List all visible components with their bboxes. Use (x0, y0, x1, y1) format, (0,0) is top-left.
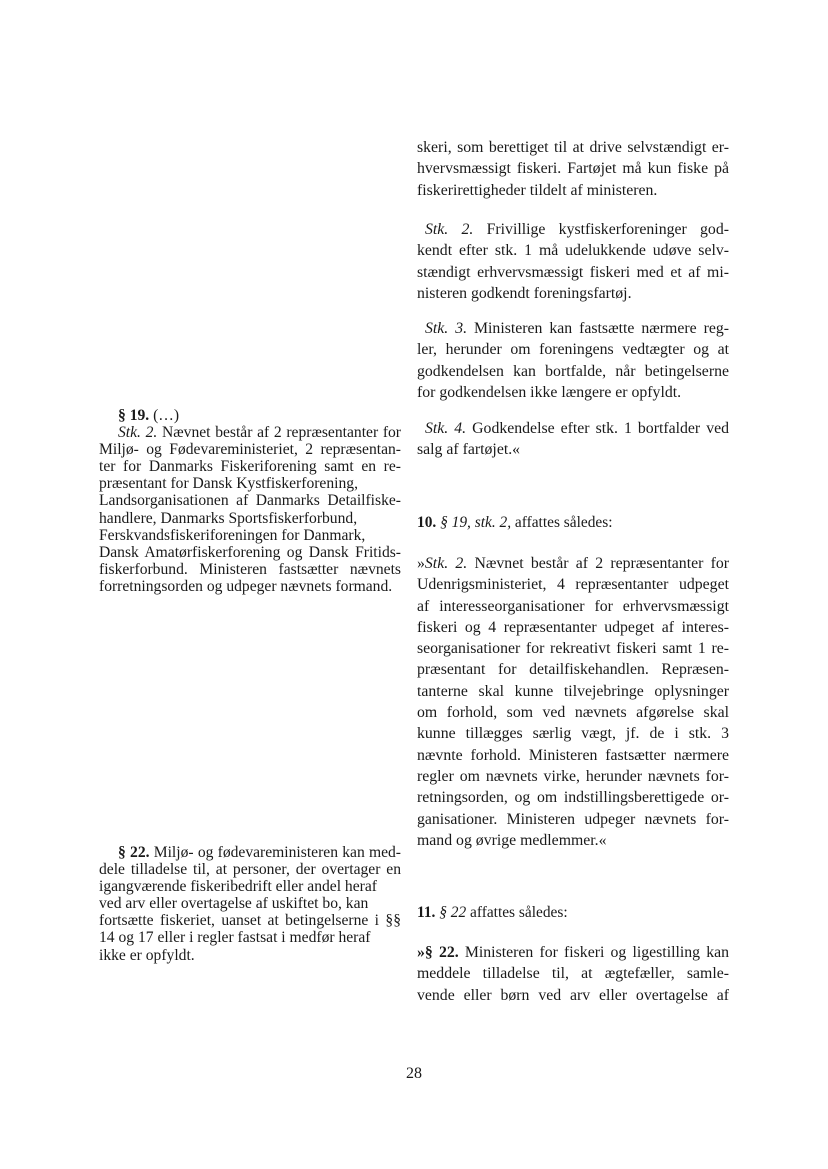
text-line: fiskeri og 4 repræsentanter udpeget af interes- (417, 618, 729, 636)
section-sign: »§ 22. (417, 944, 459, 961)
text-line: skeri, som berettiget til at drive selvstændigt er- (417, 139, 729, 156)
text-line: handlere, Danmarks Sportsfiskerforbund, (99, 509, 358, 527)
text-line: af interesseorganisationer for erhvervsmæssigt (417, 597, 729, 615)
text-line: ganisationer. Ministeren udpeger nævnets for- (417, 810, 729, 828)
stk4-first-line: Stk. 4. Godkendelse efter stk. 1 bortfalder ved (425, 420, 730, 437)
s19-heading: § 19. (…) (118, 407, 180, 424)
stk4-paragraph (417, 418, 729, 461)
text-line: fiskerforbund. Ministeren fastsætter nævnets (99, 560, 401, 578)
text-line: retningsorden, og om indstillingsberettigede or- (417, 789, 729, 807)
stk3-first-line: Stk. 3. Ministeren kan fastsætte nærmere reg- (425, 320, 729, 337)
continuation-paragraph (417, 137, 729, 201)
stk-label: Stk. 3. (425, 320, 468, 337)
page-number: 28 (406, 1065, 422, 1082)
stk-label: Stk. 2. (118, 424, 158, 442)
section-sign: § 19. (118, 407, 150, 424)
new-s22-text (417, 942, 729, 1006)
text-line: 14 og 17 eller i regler fastsat i medfør heraf (99, 929, 371, 947)
text-line: præsentant for detailfiskehandlen. Repræsen- (417, 661, 729, 679)
text-line: Landsorganisationen af Danmarks Detailfiske- (99, 492, 401, 510)
text-line: meddele tilladelse til, at ægtefæller, samle- (417, 965, 729, 983)
amendment-number: 10. (417, 514, 437, 531)
new-s19-first-line: »Stk. 2. Nævnet består af 2 repræsentanter for (417, 555, 729, 572)
text-line: tanterne skal kunne tilvejebringe oplysninger (417, 682, 729, 700)
text-line: ikke er opfyldt. (99, 946, 195, 964)
new-s22-first-line: »§ 22. Ministeren for fiskeri og ligestilling kan (417, 944, 730, 961)
text-line: forretningsorden og udpeger nævnets formand. (99, 577, 393, 595)
section-sign: § 22. (118, 844, 150, 861)
stk2-paragraph (417, 219, 729, 304)
stk-label: Stk. 4. (425, 420, 467, 437)
text-line: nisteren godkendt foreningsfartøj. (417, 284, 632, 302)
stk-label: Stk. 2. (424, 555, 468, 572)
text-line: Miljø- og Fødevareministeriet, 2 repræsentan- (99, 441, 401, 459)
text-line: ved arv eller overtagelse af uskiftet bo, kan (99, 895, 369, 913)
text-line: ler, herunder om foreningens vedtægter og at (417, 341, 729, 359)
amendment-10-heading: 10. § 19, stk. 2, affattes således: (417, 514, 613, 531)
text-line: godkendelsen kan bortfalde, når betingelserne (417, 362, 729, 380)
text-line: hvervsmæssigt fiskeri. Fartøjet må kun fiske på (417, 160, 729, 178)
stk-label: Stk. 2. (425, 221, 474, 238)
section-reference: § 22 (439, 904, 467, 921)
text-line: for godkendelsen ikke længere er opfyldt. (417, 383, 682, 401)
text-line: dele tilladelse til, at personer, der overtager en (99, 861, 401, 879)
text-line: salg af fartøjet.« (417, 441, 521, 459)
text-line: kendt efter stk. 1 må udelukkende udøve selv- (417, 242, 729, 260)
text-line: Dansk Amatørfiskerforening og Dansk Fritids- (99, 543, 401, 561)
section-reference: § 19, stk. 2, (440, 514, 512, 531)
text-line: præsentant for Dansk Kystfiskerforening, (99, 475, 358, 493)
text-line: nævnte forhold. Ministeren fastsætter nærmere (417, 746, 729, 764)
text-line: om forhold, som ved nævnets afgørelse skal (417, 704, 729, 722)
text-line: Udenrigsministeriet, 4 repræsentanter udpeget (417, 576, 729, 594)
text-line: fiskerirettigheder tildelt af ministeren. (417, 181, 658, 199)
s19-current-text (99, 407, 401, 595)
text-line: igangværende fiskeribedrift eller andel heraf (99, 878, 377, 896)
text-line: seorganisationer for rekreativt fiskeri samt 1 re- (417, 640, 729, 658)
new-s19-stk2-text (417, 553, 729, 851)
text-line: vende eller børn ved arv eller overtagelse af (417, 986, 729, 1004)
text-line: fortsætte fiskeriet, uanset at betingelserne i §§ (99, 912, 401, 930)
stk3-paragraph (417, 318, 729, 403)
stk2-first-line: Stk. 2. Frivillige kystfiskerforeninger god- (425, 221, 729, 238)
amendment-11-heading: 11. § 22 affattes således: (417, 904, 568, 921)
s19-stk2-first-line: Stk. 2. Nævnet består af 2 repræsentanter for (118, 424, 402, 442)
text-line: ter for Danmarks Fiskeriforening samt en re- (99, 458, 401, 476)
text-line: stændigt erhvervsmæssigt fiskeri med et af mi- (417, 263, 729, 281)
text-line: mand og øvrige medlemmer.« (417, 831, 607, 849)
s22-first-line: § 22. Miljø- og fødevareministeren kan med- (118, 844, 402, 861)
text-line: Ferskvandsfiskeriforeningen for Danmark, (99, 526, 366, 544)
text-line: regler om nævnets virke, herunder nævnets for- (417, 767, 729, 785)
text-line: kunne tillægges særlig vægt, jf. de i stk. 3 (417, 725, 729, 743)
amendment-number: 11. (417, 904, 436, 921)
s22-current-text (99, 844, 401, 964)
